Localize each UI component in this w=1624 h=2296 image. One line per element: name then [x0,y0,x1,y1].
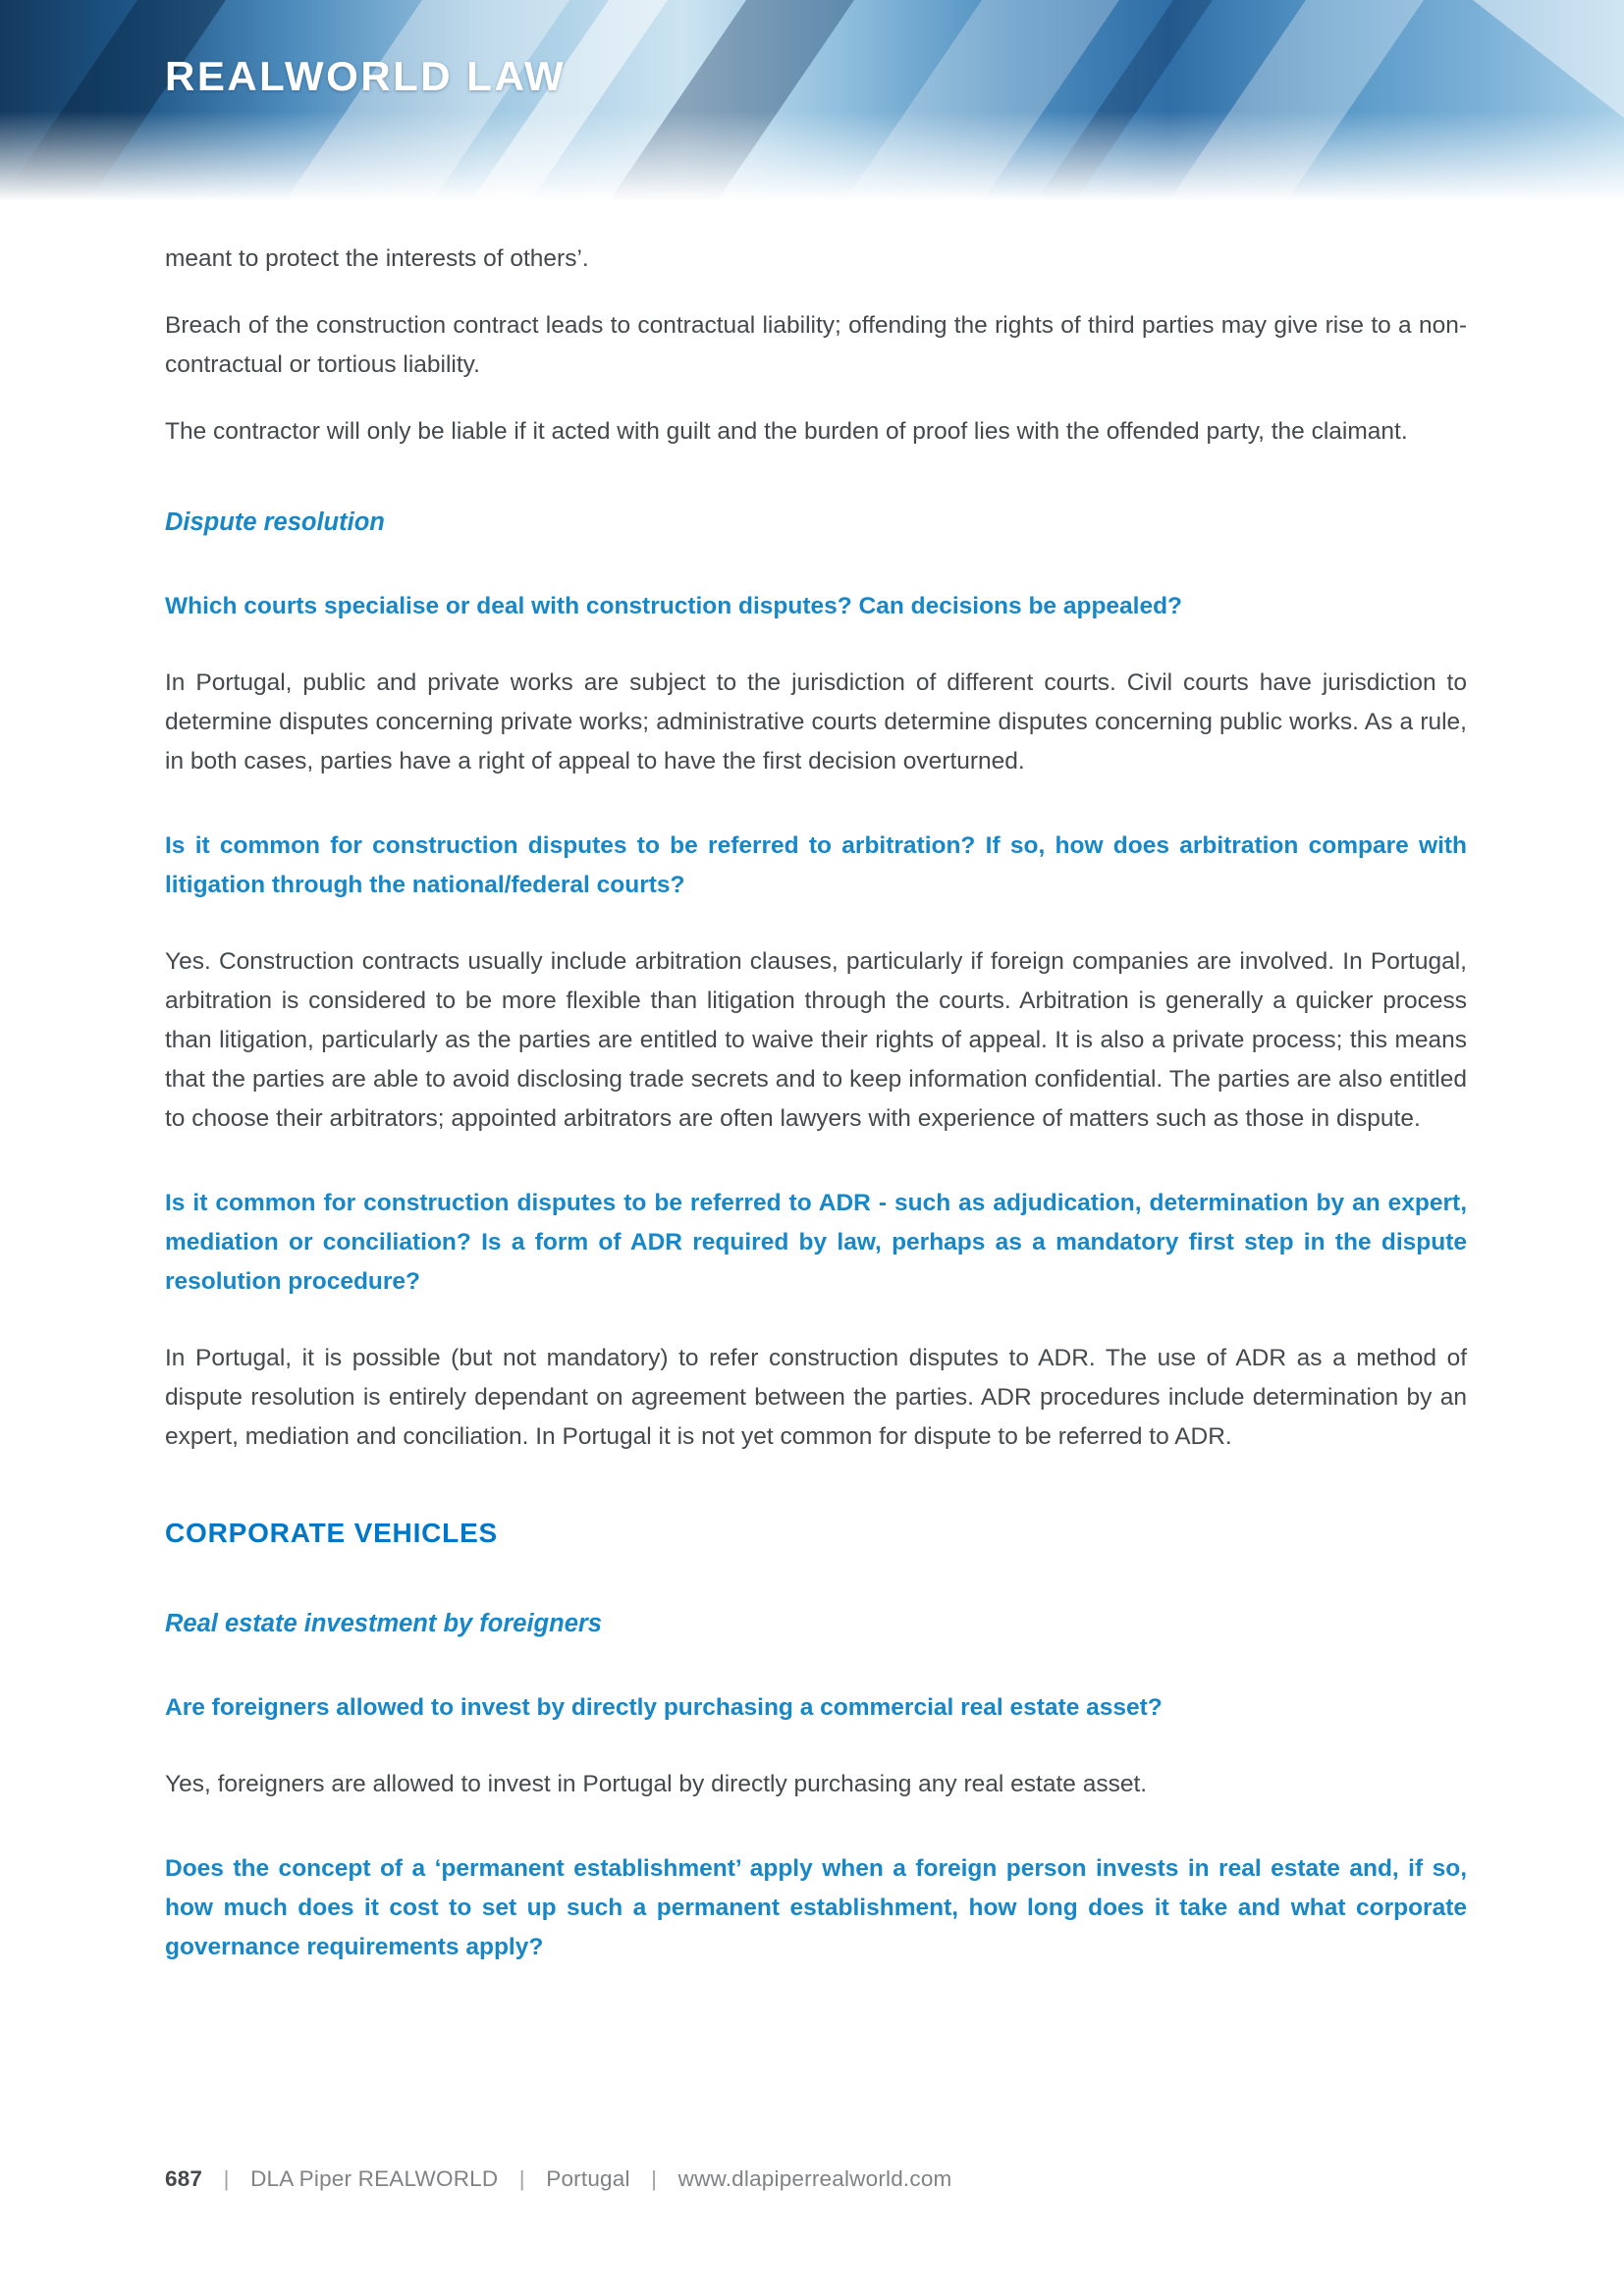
page-number: 687 [165,2166,203,2191]
footer-website-link[interactable]: www.dlapiperrealworld.com [677,2166,952,2191]
brand-title: REALWORLD LAW [165,53,567,99]
paragraph: Yes. Construction contracts usually include arbitration clauses, particularly if foreign companies are involved. In Portugal, arbitration is considered to be more flexible than litigation through the courts. Arbitration is generally a quicker process than litigation, particularly as the parties are entitled to waive their rights of appeal. It is also a private process; this means that the parties are able to avoid disclosing trade secrets and to keep information confidential. The parties are also entitled to choose their arbitrators; appointed arbitrators are often lawyers with experience of matters such as those in dispute. [165,948,1467,1132]
topic-subheading: Real estate investment by foreigners [165,1610,602,1637]
footer-separator: | [651,2166,658,2191]
paragraph: The contractor will only be liable if it acted with guilt and the burden of proof lies with the offended party, the claimant. [165,418,1408,445]
section-heading: CORPORATE VEHICLES [165,1518,499,1548]
paragraph: In Portugal, public and private works are subject to the jurisdiction of different courts. Civil courts have jurisdiction to determine disputes concerning private works; administrative courts determine disputes concerning public works. As a rule, in both cases, parties have a right of appeal to have the first decision overturned. [165,669,1467,774]
paragraph: In Portugal, it is possible (but not mandatory) to refer construction disputes to ADR. The use of ADR as a method of dispute resolution is entirely dependant on agreement between the parties. ADR procedures include determination by an expert, mediation and conciliation. In Portugal it is not yet common for dispute to be referred to ADR. [165,1345,1467,1450]
question-heading: Are foreigners allowed to invest by directly purchasing a commercial real estate asset? [165,1694,1163,1721]
topic-subheading: Dispute resolution [165,508,385,536]
footer-country: Portugal [546,2166,630,2191]
question-heading: Which courts specialise or deal with construction disputes? Can decisions be appealed? [165,593,1183,619]
question-heading: Is it common for construction disputes to be referred to arbitration? If so, how does arbitration compare with litigation through the national/federal courts? [165,832,1467,898]
paragraph: meant to protect the interests of others’. [165,245,589,272]
document-content [165,240,1467,2004]
footer-brand: DLA Piper REALWORLD [250,2166,499,2191]
footer-separator: | [223,2166,230,2191]
header-banner-image [0,0,1624,201]
page-footer [165,2166,951,2192]
question-heading: Does the concept of a ‘permanent establishment’ apply when a foreign person invests in real estate and, if so, how much does it cost to set up such a permanent establishment, how long does it take and what corporate governance requirements apply? [165,1855,1467,1960]
footer-separator: | [518,2166,525,2191]
paragraph: Yes, foreigners are allowed to invest in Portugal by directly purchasing any real estate asset. [165,1771,1148,1797]
question-heading: Is it common for construction disputes to be referred to ADR - such as adjudication, determination by an expert, mediation or conciliation? Is a form of ADR required by law, perhaps as a mandatory first step in the dispute resolution procedure? [165,1190,1467,1295]
page-header [0,0,1624,201]
paragraph: Breach of the construction contract leads to contractual liability; offending the rights of third parties may give rise to a non-contractual or tortious liability. [165,312,1467,378]
